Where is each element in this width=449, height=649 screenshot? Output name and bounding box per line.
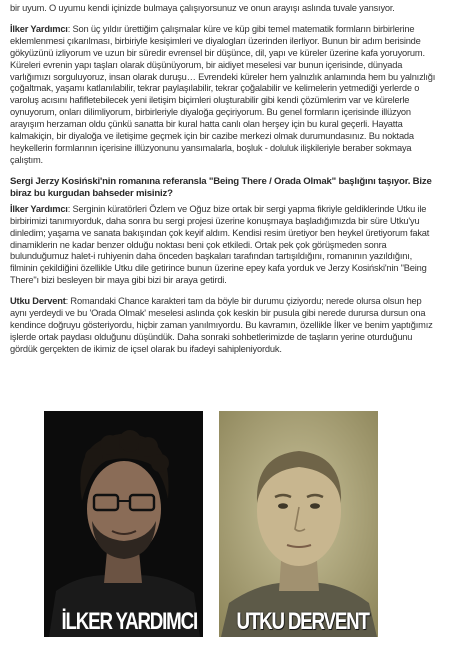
- portrait-ilker-image: [44, 411, 203, 637]
- speaker-name: İlker Yardımcı: [10, 23, 68, 34]
- article-body: [10, 3, 440, 365]
- paragraph-text: : Serginin küratörleri Özlem ve Oğuz bize ortak bir sergi yapma fikriyle geldiklerinde Utku ile birbirimizi tanımıyorduk, daha sonra bu sergi projesi üzerine konuşmaya başladığımızda bir süre Utku'yu dinledim; yaşama ve sanata bakışından çok keyif aldım. Kendisi resim üretiyor ben heykel üretiyorum fakat dinamiklerin ne kadar benzer olduğu noktası beni çok etkiledi. Ortak pek çok görüşmeden sonra bulunduğumuz halet-i ruhiyenin daha önceden başkaları tarafından tartışıldığını, romanının yazıldığını, filminin çekildiğini özellikle Utku dile getirince bunun üzerine epey kafa yorduk ve Jerzy Kosiński'nin "Being There"ı bizi besleyen bir maya gibi bizi bir araya getirdi.: [10, 203, 430, 286]
- caption-ilker-yardimci: İLKER YARDIMCI: [61, 608, 197, 635]
- paragraph-utku: [10, 296, 440, 356]
- paragraph-ilker-2: [10, 204, 440, 287]
- paragraph-text: : Romandaki Chance karakteri tam da böyle bir durumu çiziyordu; nerede olursa olsun hep aynı yerdeydi ve bu 'Orada Olmak' meselesi aslında çok keskin bir pusula gibi nerede durursa dursun ona kendince doğruyu gösteriyordu, hiçbir zaman yanılmıyordu. Bu kavramın, özellikle İlker ve benim yaptığımız işlerde ortak paydası olduğunu düşündük. Daha sonraki sohbetlerimizde de taşların yerine oturduğunu gördük gerçekten de ikimiz de içsel olarak bu ifadeyi sahipleniyorduk.: [10, 296, 433, 354]
- speaker-name: İlker Yardımcı: [10, 203, 68, 214]
- question-heading: Sergi Jerzy Kosiński'nin romanına referansla "Being There / Orada Olmak" başlığını taşıyor. Bize biraz bu kurgudan bahseder misiniz?: [10, 175, 432, 199]
- caption-utku-dervent: UTKU DERVENT: [236, 608, 369, 635]
- portrait-utku-dervent: [219, 411, 378, 637]
- speaker-name: Utku Dervent: [10, 296, 66, 307]
- paragraph-text: : Son üç yıldır ürettiğim çalışmalar küre ve küp gibi temel matematik formların birbirlerine eklemlenmesi çıkarılması, birbiriyle kesişimleri ve diyalogları üzerinden ilerliyor. Bunun bir adım berisinde gökyüzünü izliyorum ve uzun bir süredir evrensel bir düşünce, dil, yapı ve küreler üzerine kafa yoruyorum. Küreleri evrenin yapı taşları olarak düşünüyorum, bir aidiyet meselesi var bunun içerisinde, dünyada varlığımızı sorguluyoruz, insan olarak duruşu… Evrendeki küreler hem yalnızlık anlamında hem bu yalnızlığı çoğaltmak, yaşamı katlanılabilir, tekrar paylaşılabilir, tekrar çoğalabilir ve kelimelerin yetmediği yerlerde o varoluş acısını hafifletebilecek yeni iletişim biçimleri oluşturabilir gibi kendi çözümlerim var ve kürelerle oynuyorum, onları dilimliyorum, birbirleriyle diyaloğa geçiriyorum. Bu genel formların içerisinde illüzyon arayışım herzaman oldu çünkü sanatta bir kural hatta canlı olan herşey için bu kural geçerli. Hayatta kalmakiçin, bir diyaloğa ve iletişime geçmek için bir cazibe merkezi olmak durumundasınız. Bu noktada heykellerin formlarının içerisine illüzyonunu yansımalarla, boşluk - doluluk ilişkileriyle beraber sokmaya çalıştım.: [10, 23, 436, 165]
- portrait-utku-image: [219, 411, 378, 637]
- portrait-photos: [44, 411, 378, 637]
- paragraph-intro: [10, 3, 440, 15]
- paragraph-ilker-1: [10, 24, 440, 167]
- paragraph-text: bir uyum. O uyumu kendi içinizde bulmaya çalışıyorsunuz ve onun arayışı aslında tuvale yansıyor.: [10, 3, 395, 13]
- portrait-ilker-yardimci: [44, 411, 203, 637]
